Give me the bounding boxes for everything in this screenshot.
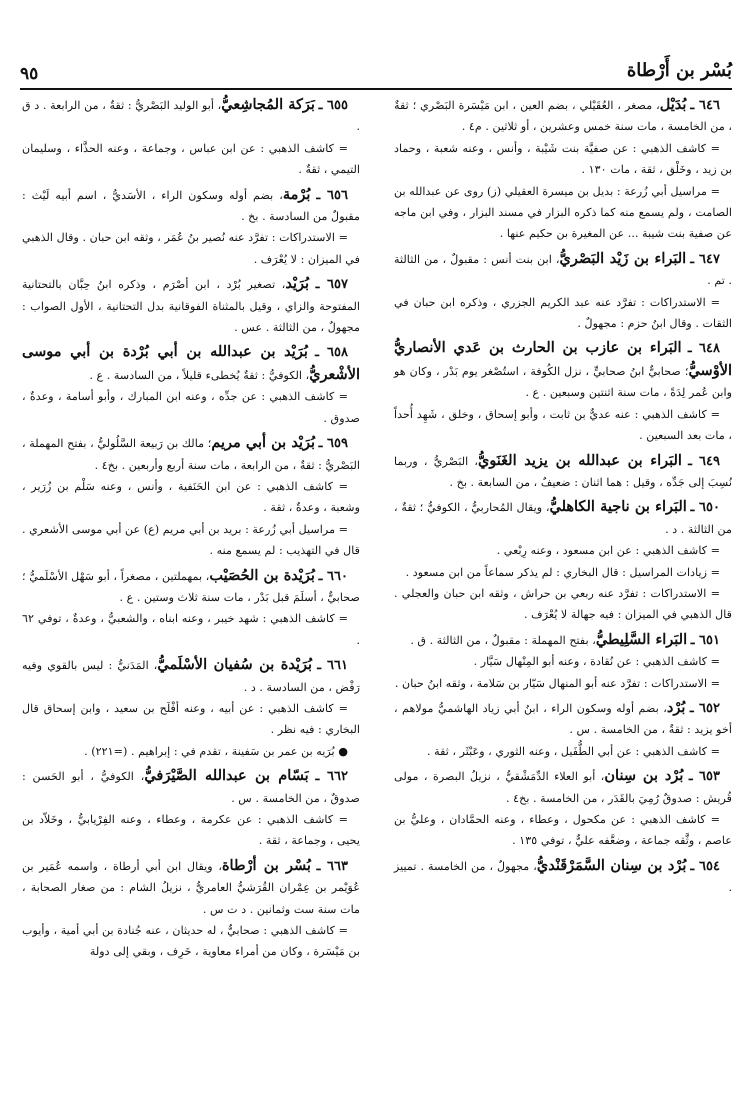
biography-entry — [394, 337, 732, 446]
entry-heading — [22, 94, 360, 138]
entry-note: = الاستدراكات : تفرَّد عنه عبد الكريم الجزري ، وذكره ابن حبان في الثقات . وقال ابنُ حزم : مجهولٌ . — [394, 295, 732, 331]
page-number: ٩٥ — [20, 64, 39, 84]
biography-entry — [22, 273, 360, 338]
entry-number: ٦٥٩ ـ — [318, 436, 348, 452]
narrator-name: بُرَيْدة بن الحُصَيْب — [209, 566, 315, 584]
entry-number: ٦٤٩ ـ — [688, 453, 720, 469]
biography-entry — [394, 248, 732, 335]
entry-note: = الاستدراكات : تفرَّد عنه نُصير بنُ عُمَر ، وثقه ابن حبان . وقال الذهبي في الميزان : لا يُعْرَف . — [22, 231, 360, 266]
entry-heading — [394, 765, 732, 809]
entry-description: ، بضم أوله وسكون الراء ، ابنُ أبي زياد الهاشميُّ مولاهم ، أخو يزيد : ثقةٌ ، من الخامسة . س . — [394, 701, 732, 737]
entry-heading — [394, 450, 732, 494]
entry-heading — [22, 565, 360, 609]
entry-heading — [22, 432, 360, 476]
entry-description: ، بضم أوله وسكون الراء ، الأسَديُّ ، اسم أبيه لَيْث : مقبولٌ من السادسة . بخ . — [22, 188, 360, 224]
entry-heading — [394, 697, 732, 741]
biography-entry — [394, 496, 732, 625]
biography-entry — [22, 654, 360, 762]
entry-number: ٦٥١ ـ — [690, 632, 720, 648]
biography-entry — [22, 855, 360, 963]
entry-note: = كاشف الذهبي : عن أبي الطُّفَيل ، وعنه الثوري ، وعَبْثَر ، ثقة . — [427, 744, 720, 758]
left-column — [22, 94, 360, 966]
entry-number: ٦٤٧ ـ — [690, 251, 720, 267]
biography-entry — [394, 765, 732, 852]
entry-heading — [394, 94, 732, 138]
biography-entry — [394, 697, 732, 762]
biography-entry — [22, 184, 360, 271]
entry-number: ٦٥٥ ـ — [318, 98, 348, 113]
entry-number: ٦٤٨ ـ — [687, 341, 720, 357]
entry-heading — [22, 341, 360, 386]
entry-number: ٦٥٠ ـ — [690, 500, 720, 516]
entry-heading — [394, 855, 732, 899]
entry-description: ، ويقال ابن أبي أرطاة ، واسمه عُمَير بن عُوَيْمر بن عِمْران القُرَشيُّ العامريُّ ، نزيلُ الشام : من صغار الصحابة ، مات سنة ست وثمانين . د ت س . — [22, 859, 360, 916]
narrator-name: البَراء السَّلِيطيُّ — [595, 630, 688, 648]
entry-note: = كاشف الذهبي : شهد خيبر ، وعنه ابناه ، والشعبيُّ ، وعدةٌ ، توفي ٦٢ . — [22, 612, 360, 647]
entry-heading — [22, 273, 360, 338]
entry-description: ، الكوفيُّ ، أبو الحَسن : صدوقٌ ، من الخامسة . س . — [22, 770, 360, 805]
entry-description: ، ابن بنت أنس : مقبولٌ ، من الثالثة . تم . — [394, 252, 732, 288]
page-header — [20, 60, 732, 96]
entry-description: ؛ صحابيٌّ ابنُ صحابيٍّ ، نزل الكُوفة ، استُصْغر يوم بَدْر ، وكان هو وابن عُمر لِدَةً ، مات سنة اثنتين وسبعين . ع . — [394, 364, 732, 400]
narrator-name: البَراء بن عبدالله بن يزيد الغَنَويُّ — [477, 451, 682, 469]
biography-entry — [394, 629, 732, 694]
entry-description: ، الكوفيُّ : ثقةٌ يُخطىء قليلاً ، من السادسة . ع . — [89, 368, 310, 382]
entry-description: ، المَدَنيُّ : ليس بالقوي وفيه رَفْض ، من السادسة . د . — [22, 659, 360, 694]
biography-entry — [394, 94, 732, 245]
biography-entry — [394, 450, 732, 494]
entry-number: ٦٦٢ ـ — [315, 769, 348, 785]
biography-entry — [394, 855, 732, 899]
header-rule — [20, 88, 732, 90]
narrator-name: بُرَيْد بن عبدالله بن أبي بُرْدة بن أبي موسى الأشْعريُّ — [22, 343, 360, 383]
narrator-name: بُرَيْد بن أبي مريم — [211, 434, 316, 452]
narrator-name: بُسْر بن أرْطاة — [221, 856, 311, 874]
entry-number: ٦٥٧ ـ — [315, 277, 348, 293]
entry-number: ٦٤٦ ـ — [690, 98, 720, 113]
biography-entry — [22, 432, 360, 561]
entry-number: ٦٥٨ ـ — [315, 345, 348, 361]
entry-note: = كاشف الذهبي : عن ابن الحَنَفية ، وأنس ، وعنه سَلْم بن زُرَير ، وشعبة ، وعدةٌ ، ثقة . — [22, 479, 360, 515]
entry-note: = كاشف الذهبي : صحابيٌّ ، له حديثان ، عنه جُنادة بن أبي أمية ، وأيوب بن مَيْسَرة ، وكان من أمراء معاوية ، خَرِف ، وبقي إلى دولة — [22, 924, 360, 959]
narrator-name: بُرْد — [666, 698, 686, 716]
entry-note: = كاشف الذهبي : عن مكحول ، وعطاء ، وعنه الحمَّادان ، وعليُّ بن عاصم ، وثَّقه جماعة ، وضعَّفه عليٌّ ، توفي ١٣٥ . — [394, 813, 732, 848]
entry-description: ، بمهملتين ، مصغراً ، أبو سَهْل الأسْلَميُّ ؛ صحابيٌّ ، أسلَمَ قبل بَدْر ، مات سنة ثلاث وستين . ع . — [22, 569, 360, 604]
running-head: بُسْر بن أَرْطاة — [626, 60, 732, 81]
narrator-name: بُرْد بن سِنان — [604, 767, 684, 785]
entry-note: = كاشف الذهبي : عن عكرمة ، وعطاء ، وعنه الفِرْيابيُّ ، وخَلاّد بن يحيى ، وجماعة ، ثقة . — [22, 813, 360, 848]
narrator-name: بُرْمة — [282, 185, 311, 203]
entry-note: = زيادات المراسيل : قال البخاري : لم يذكر سماعاً من ابن مسعود . — [405, 565, 720, 579]
narrator-name: بُرَيْدة بن سُفيان الأسْلَميُّ — [157, 656, 313, 674]
entry-description: ، أبو العلاء الدِّمَشْقيُّ ، نزيلُ البصرة ، مولى قُريش : صدوقٌ رُمِيَ بالقَدَر ، من الخامسة . بخ٤ . — [394, 770, 732, 805]
entry-note: = كاشف الذهبي : عن أبيه ، وعنه أفْلَح بن سعيد ، وابن إسحاق قال البخاري : فيه نظر . — [22, 701, 360, 737]
entry-description: ، البَصْريُّ ، وربما نُسِبَ إلى جَدِّه ، وقيل : هما اثنان : ضعيفٌ ، من السابعة . بخ . — [394, 454, 732, 489]
entry-description: ، بفتح المهملة : مقبولٌ ، من الثالثة . ق . — [410, 633, 596, 647]
entry-note: = الاستدراكات : تفرَّد عنه ربعي بن حراش ، وثقه ابن حبان والعجلي . قال الذهبي في الميزان : فيه جهالة لا يُعْرَف . — [394, 586, 732, 622]
entry-description: ، تصغير بُرْد ، ابن أصْرَم ، وذكره ابنُ حِبَّان بالتحتانية المفتوحة والزاي ، وقيل بالمثناة الفوقانية بدل التحتانية ، الأول الصواب : مجهولٌ ، من الثالثة . عس . — [22, 278, 360, 335]
entry-note: = مراسيل أبي زُرعة : بديل بن ميسرة العقيلي (ز) روى عن عبدالله بن الصامت ، ولم يسمع منه كما ذكره البزار في مسند البزار ، وفي ابن ماجه عن صفية بنت شيبة ... عن المغيرة بن حكيم عنها . — [394, 184, 732, 241]
entry-number: ٦٦٣ ـ — [316, 858, 348, 874]
entry-description: ، مصغر ، العُقَيْلي ، بضم العين ، ابن مَيْسَرة البَصْري ؛ ثقةٌ ، من الخامسة ، مات سنة خمس وعشرين ، أو ثلاثين . م٤ . — [394, 99, 732, 134]
entry-number: ٦٦١ ـ — [317, 658, 348, 674]
narrator-name: بُرَيْد — [285, 275, 310, 293]
right-column — [394, 94, 732, 902]
narrator-name: البَراء بن عازب بن الحارث بن عَدي الأنصاريُّ الأوْسيُّ — [394, 339, 732, 379]
entry-heading — [22, 765, 360, 809]
entry-heading — [22, 184, 360, 228]
entry-note: ● بُرَيه بن عمر بن سَفينة ، تقدم في : إبراهيم . (=٢٢١) . — [84, 744, 348, 758]
entry-number: ٦٥٣ ـ — [688, 769, 720, 785]
narrator-name: بَرَكة المُجاشِعيُّ — [221, 96, 315, 113]
narrator-name: بُدَيْل — [659, 96, 687, 113]
entry-heading — [394, 248, 732, 292]
narrator-name: بَسّام بن عبدالله الصَّيْرَفيُّ — [144, 767, 309, 785]
entry-heading — [22, 855, 360, 920]
entry-number: ٦٥٢ ـ — [689, 700, 720, 716]
entry-note: = كاشف الذهبي : عن ابن عباس ، وجماعة ، وعنه الحذَّاء ، وسليمان التيمي ، ثقةٌ . — [22, 141, 360, 177]
entry-heading — [394, 337, 732, 403]
entry-note: = كاشف الذهبي : عن ابن مسعود ، وعنه رِبْعي . — [496, 544, 720, 558]
entry-note: = كاشف الذهبي : عنه عديٌّ بن ثابت ، وأبو إسحاق ، وخلق ، شَهِد أُحداً ، مات بعد السبعين . — [394, 407, 732, 443]
biography-entry — [22, 94, 360, 181]
entry-heading — [22, 654, 360, 698]
biography-entry — [22, 565, 360, 652]
entry-note: = الاستدراكات : تفرَّد عنه أبو المنهال سَيّار بن سَلامة ، وثقه ابنُ حبان . — [394, 676, 720, 690]
entry-heading — [394, 629, 732, 651]
entry-description: ، مجهولٌ ، من الخامسة . تمييز . — [394, 859, 732, 895]
entry-note: = مراسيل أبي زُرعة : بريد بن أبي مريم (ع) عن أبي موسى الأشعري . قال في التهذيب : لم يسمع منه . — [22, 522, 360, 558]
entry-note: = كاشف الذهبي : عن نُقادة ، وعنه أبو المِنْهال سَيَّار . — [473, 655, 720, 669]
entry-heading — [394, 496, 732, 540]
entry-note: = كاشف الذهبي : عن صفيَّة بنت شَيْبة ، وأنس ، وعنه شعبة ، وحماد بن زيد ، وخَلْق ، ثقة ، مات ١٣٠ . — [394, 141, 732, 177]
narrator-name: بُرْد بن سِنان السَّمَرْقَنْديُّ — [536, 856, 687, 874]
entry-description: ، أبو الوليد البَصْريُّ : ثقةٌ ، من الرابعة . د ق . — [22, 99, 360, 134]
entry-number: ٦٦٠ ـ — [318, 568, 348, 584]
entry-number: ٦٥٤ ـ — [690, 858, 720, 874]
entry-description: ؛ مالك بن رَبيعة السَّلُوليُّ ، بفتح المهملة ، البَصْريُّ : ثقةٌ ، من الرابعة ، مات سنة أربع وأربعين . بخ٤ . — [22, 437, 360, 472]
entry-description: ، ويقال المُحاربيُّ ، الكوفيُّ ؛ ثقةٌ ، من الثالثة . د . — [394, 501, 732, 536]
entry-number: ٦٥٦ ـ — [316, 187, 348, 203]
entry-note: = كاشف الذهبي : عن جدِّه ، وعنه ابن المبارك ، وأبو أسامة ، وعدةٌ ، صدوق . — [22, 390, 360, 425]
biography-entry — [22, 341, 360, 429]
biography-entry — [22, 765, 360, 852]
narrator-name: البَراء بن ناجية الكاهليُّ — [549, 498, 687, 516]
narrator-name: البَراء بن زَيْد البَصْريُّ — [559, 249, 687, 267]
